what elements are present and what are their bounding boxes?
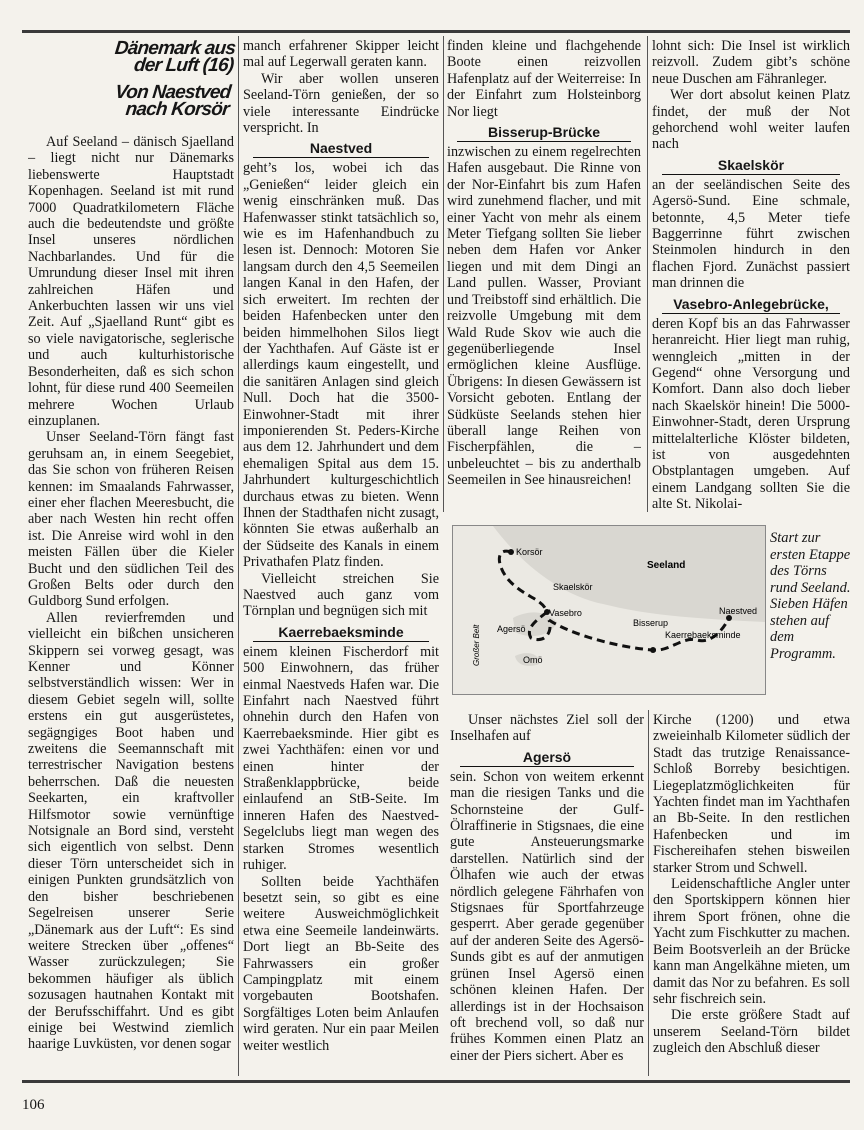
col2-paragraph-5: einem kleinen Fischerdorf mit 500 Einwohnern, das früher einmal Naestveds Hafen war. Die Einfahrt nach Naestved führt ohnehin durch den Hafen von Kaerrebaeksminde. Hier gibt es zwei Yachthäfen: einen vor und einen hinter der Straßenklappbrücke, beide einlaufend an StB-Seite. Im inneren Hafen des Naestved-Segelclubs liegt man wegen des starken Stromes wesentlich ruhiger. — [243, 643, 439, 874]
column-divider-4 — [648, 710, 649, 1076]
column-2 — [243, 38, 439, 1078]
column-3-bottom — [450, 712, 644, 1078]
col4b-paragraph-1: Kirche (1200) und etwa zweieinhalb Kilometer südlich der Stadt das trutzige Renaissance-Schloß Borreby besichtigen. Liegeplatzmöglichkeiten für Yachten findet man im Yachthafen an Bb-Seite. In den restlichen Hafenbecken und im Fischereihafen stehen bisweilen starker Strom und Schwell. — [653, 712, 850, 876]
col4-paragraph-4: deren Kopf bis an das Fahrwasser heranreicht. Hier liegt man ruhig, wenngleich „mitten in der Gegend“ ohne Versorgung und Komfort. Dann also doch lieber nach Skaelskör hinein! Die 5000-Einwohner-Stadt, deren Ursprung mittelalterliche Klöster bildeten, ist von ausgedehnten Obstplantagen umgeben. Auf einem Landgang sollten Sie die alte St. Nikolai- — [652, 315, 850, 513]
col1-paragraph-2: Unser Seeland-Törn fängt fast geruhsam an, in einem Seegebiet, das Sie schon von früheren Reisen kennen: im Smaalands Fahrwasser, einer eher flachen Meeresbucht, die aber nach Westen hin recht offen ist. Die Anreise wird wohl in den meisten Fällen über die Kieler Bucht und den südlichen Teil des Großen Belts oder durch den Guldborg Sund erfolgen. — [28, 429, 234, 610]
label-grosser-belt: Großer Belt — [472, 624, 481, 666]
col4b-paragraph-3: Die erste größere Stadt auf unserem Seeland-Törn bildet zugleich den Abschluß dieser — [653, 1007, 850, 1057]
subheading-kaerrebaeksminde: Kaerrebaeksminde — [253, 624, 429, 642]
col3-paragraph-2: inzwischen zu einem regelrechten Hafen ausgebaut. Die Rinne von der Nor-Einfahrt bis zum Hafen wird zunehmend flacher, und mit einer Yacht von mehr als einem Meter Tiefgang sollten Sie lieber neben dem Hafen vor Anker liegen und mit dem Dingi an Land pullen. Wasser, Proviant und Treibstoff sind erhältlich. Die reizvolle Umgebung mit dem Wald Rude Skov wie auch die gegenüberliegende Insel ermöglichen kleine Ausflüge. Übrigens: In diesen Gewässern ist Vorsicht geboten. Entlang der Südküste Seelands stehen hier überall lange Reihen von Fischerpfählen, die – unbeleuchtet – bis zu anderthalb Seemeilen in See hinausreichen! — [447, 144, 641, 489]
col2-paragraph-4: Vielleicht streichen Sie Naestved auch ganz vom Törnplan und begnügen sich mit — [243, 570, 439, 620]
subheading-agerso: Agersö — [460, 749, 634, 767]
col2-paragraph-6: Sollten beide Yachthäfen besetzt sein, so gibt es eine weitere Ausweichmöglichkeit etwa eine Seemeile landeinwärts. Dort liegt an Bb-Seite des Fahrwassers ein großer Campingplatz mit einem vorgebauten Bootshafen. Sorgfältiges Loten beim Anlaufen wird geraten. Nur ein paar Meilen weiter westlich — [243, 873, 439, 1054]
col1-paragraph-3: Allen revierfremden und vielleicht ein bißchen unsicheren Skippern sei vorweg gesagt, was Kenner und Könner selbstverständlich wissen: Wer in diesem Gebiet segeln will, sollte erstens ein gut ausgerüstetes, segägngiges Boot haben und zweitens die Seemannschaft mit terrestrischer Navigation bestens beherrschen. Daß die neuesten Seekarten, ein kraftvoller Hilfsmotor sowie vernünftige Notsignale an Bord sind, versteht sich eigentlich von selbst. Denn dieser Törn unterscheidet sich in einigen Punkten grundsätzlich von den bisher beschriebenen Segelreisen unserer Serie „Dänemark aus der Luft“: Es sind weitere Strecken über „offenes“ Wasser zurückzulegen; Sie bekommen häufiger als üblich sozusagen hautnahen Kontakt mit der Berufsschiffahrt. Und es gibt einige bei Westwind ziemlich haarige Luvküsten, vor denen sogar — [28, 609, 234, 1053]
subheading-naestved: Naestved — [253, 140, 429, 158]
label-naestved: Naestved — [719, 606, 758, 616]
subheading-bisserup: Bisserup-Brücke — [457, 124, 631, 142]
col2-paragraph-3: geht’s los, wobei ich das „Genießen“ leider gleich ein wenig einschränken muß. Das Hafenwasser stinkt tatsächlich so, wie es im Hafenhandbuch zu lesen ist. Dennoch: Motoren Sie langsam durch den 4,5 Seemeilen langen Kanal in den Hafen, der sich erweitert. Im rechten der beiden Hafenbecken unter den beiden himmelhohen Silos liegt der Yachthafen. Auf Gäste ist er allerdings kaum eingestellt, und die sanitären Anlagen sind gleich Null. Doch hat die 3500-Einwohner-Stadt mit ihrer imponierenden St. Peders-Kirche aus dem 12. Jahrhundert und dem ehemaligen Spital aus dem 15. Jahrhundert kulturgeschichtlich durchaus etwas zu bieten. Wenn Ihnen der Stadthafen nicht zusagt, könnten Sie etwas außerhalb an der Südseite des Kanals in einem Privathafen Platz finden. — [243, 160, 439, 571]
label-bisserup: Bisserup — [633, 618, 669, 628]
label-agerso: Agersö — [497, 624, 526, 634]
col3b-paragraph-1: Unser nächstes Ziel soll der Inselhafen auf — [450, 712, 644, 745]
column-4-bottom — [653, 712, 850, 1078]
top-rule — [22, 30, 850, 33]
column-divider-1 — [238, 36, 239, 1076]
title-line-1: Dänemark aus der Luft (16) — [113, 38, 237, 76]
route-map — [452, 525, 766, 695]
col3b-paragraph-2: sein. Schon von weitem erkennt man die riesigen Tanks und die Schornsteine der Gulf-Ölraffinerie in Stigsnaes, die eine gute Ansteuerungsmarke darstellen. Natürlich sind der Ölhafen wie auch der etwas nördlich gelegene Fährhafen von Stigsnaes für Sportfahrzeuge gesperrt. Aber gerade gegenüber auf der anderen Seite des Agersö-Sunds gibt es auf der anmutigen grünen Insel Agersö einen schönen kleinen Hafen. Der allerdings ist in der Hochsaison oft brechend voll, so daß nur frühes Kommen einen Platz an einer der Piers sichert. Aber es — [450, 768, 644, 1064]
col4-paragraph-3: an der seeländischen Seite des Agersö-Sund. Eine schmale, betonnte, 4,5 Meter tiefe Baggerrinne führt zwischen Steinmolen hindurch in den flachen Fjord. Zunächst passiert man drinnen die — [652, 176, 850, 292]
column-4-top — [652, 38, 850, 514]
bisserup-marker — [650, 647, 656, 653]
title-line-2: Von Naestved nach Korsör — [114, 82, 232, 120]
label-vasebro: Vasebro — [549, 608, 582, 618]
subheading-vasebro: Vasebro-Anlegebrücke, — [662, 296, 840, 314]
col4-paragraph-2: Wer dort absolut keinen Platz findet, der muß der Not gehorchend wohl weiter laufen nach — [652, 87, 850, 153]
col2-paragraph-1: manch erfahrener Skipper leicht mal auf Legerwall geraten kann. — [243, 38, 439, 71]
col2-paragraph-2: Wir aber wollen unseren Seeland-Törn genießen, der so viele interessante Eindrücke verspricht. In — [243, 70, 439, 137]
article-title — [96, 40, 236, 118]
map-graphic — [453, 526, 765, 694]
label-korsor: Korsör — [516, 547, 543, 557]
column-divider-2 — [443, 36, 444, 512]
col1-paragraph-1: Auf Seeland – dänisch Sjaelland – liegt nicht nur Dänemarks liebenswerte Hauptstadt Kopenhagen. Seeland ist mit rund 7000 Quadratkilometern Fläche auch die bedeutendste und größte Insel unseres nördlichen Nachbarlandes. Und für die Umrundung dieser Insel mit ihren zahlreichen Häfen und Ankerbuchten lassen wir uns viel Zeit. Auf „Sjaelland Runt“ gibt es so viele navigatorische, seglerische und auch kulturhistorische Besonderheiten, daß es sich schon lohnt, für diese rund 400 Seemeilen mehrere Wochen Urlaub einzuplanen. — [28, 134, 234, 429]
korsor-marker — [508, 549, 514, 555]
label-seeland: Seeland — [647, 560, 686, 571]
col4-paragraph-1: lohnt sich: Die Insel ist wirklich reizvoll. Zudem gibt’s schöne neue Duschen am Fähranleger. — [652, 38, 850, 87]
label-skaelskor: Skaelskör — [553, 582, 593, 592]
label-kaerrebaeksminde: Kaerrebaeksminde — [665, 630, 741, 640]
map-caption: Start zur ersten Etappe des Törns rund Seeland. Sieben Häfen stehen auf dem Programm. — [770, 530, 851, 662]
bottom-rule — [22, 1080, 850, 1083]
column-1 — [28, 134, 234, 1078]
column-3-top — [447, 38, 641, 514]
col4b-paragraph-2: Leidenschaftliche Angler unter den Sportskippern können hier ihrem Sport frönen, ohne die Yacht zum Fischkutter zu machen. Beim Bootsverleih an der Brücke kann man Angelkähne mieten, um damit das Nor zu befahren. Es soll sehr fischreich sein. — [653, 876, 850, 1007]
col3-paragraph-1: finden kleine und flachgehende Boote einen reizvollen Hafenplatz auf der Weiterreise: In der Einfahrt zum Holsteinborg Nor liegt — [447, 38, 641, 120]
page-number: 106 — [22, 1097, 45, 1113]
column-divider-3 — [647, 36, 648, 512]
label-omo: Omö — [523, 655, 543, 665]
subheading-skaelskor: Skaelskör — [662, 157, 840, 175]
